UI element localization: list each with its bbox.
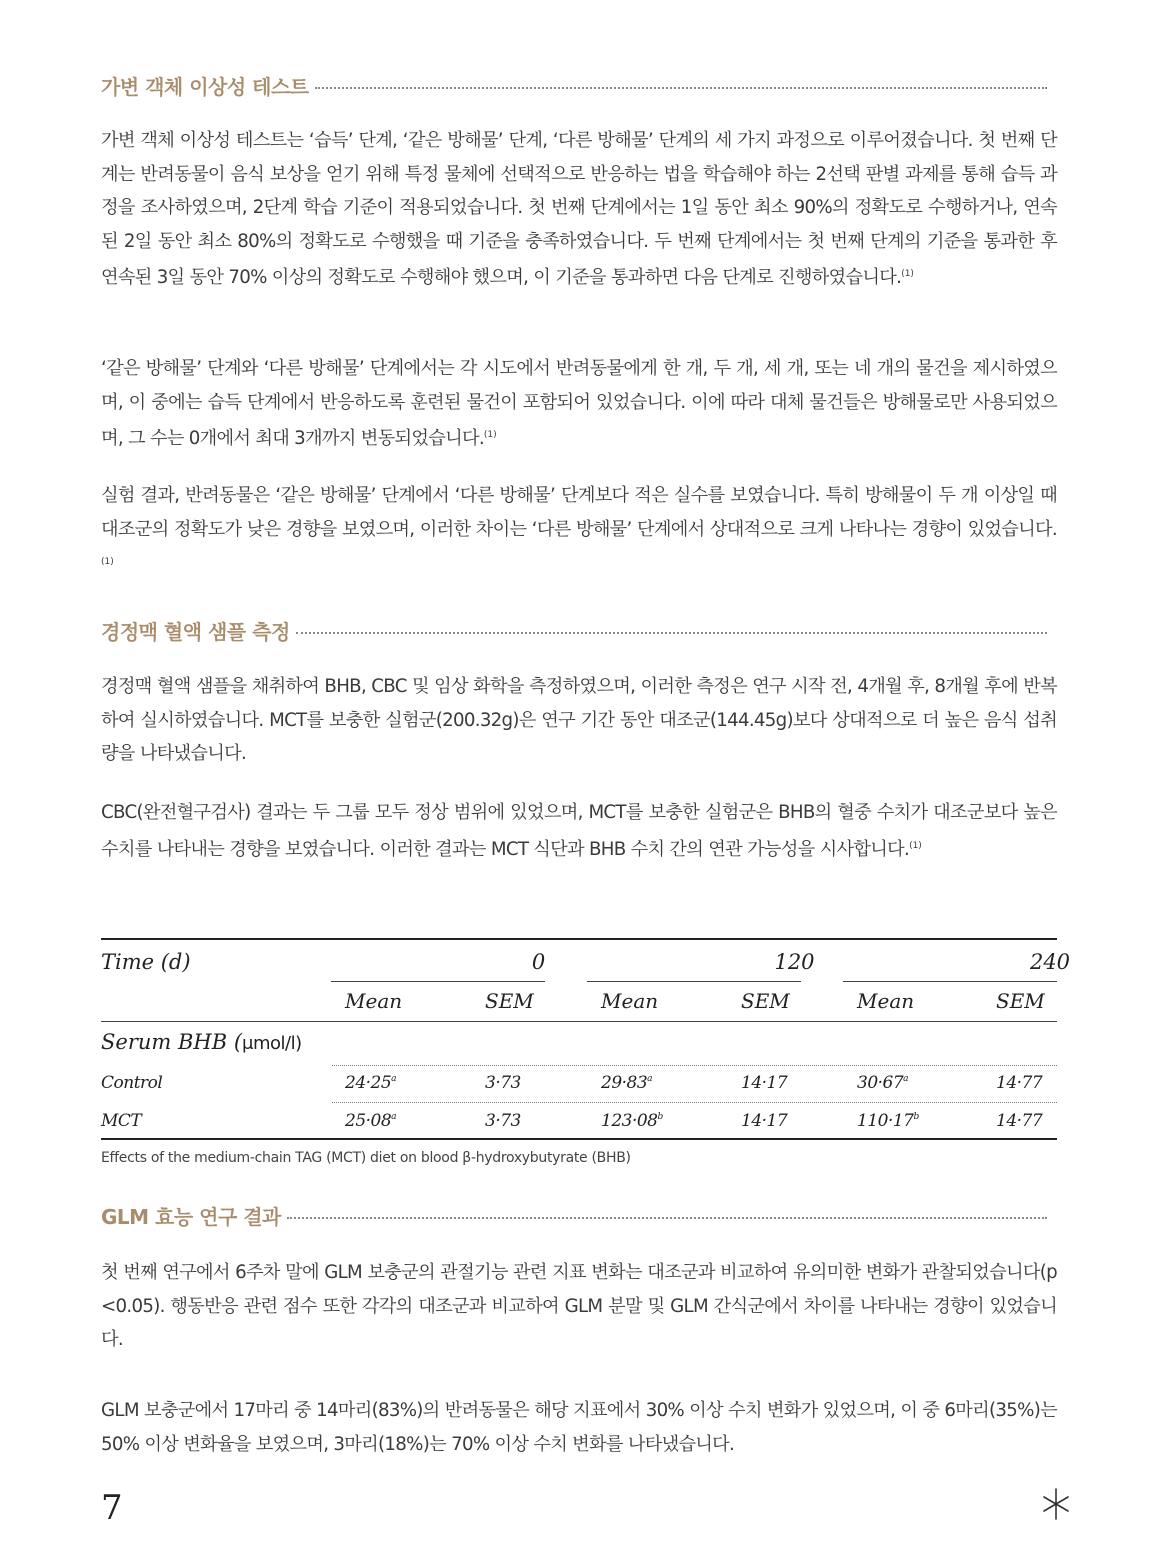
paragraph-text: CBC(완전혈구검사) 결과는 두 그룹 모두 정상 범위에 있었으며, MCT를 보충한 실험군은 BHB의 혈중 수치가 대조군보다 높은 수치를 나타내는 경향을 보였습니다. 이러한 결과는 MCT 식단과 BHB 수치 간의 연관 가능성을 시사합니다. — [101, 802, 1057, 860]
section-title: GLM 효능 연구 결과 — [101, 1204, 281, 1229]
table-cell: 3·73 — [485, 1111, 521, 1131]
paragraph — [101, 1256, 1057, 1357]
sem-header: SEM — [741, 989, 790, 1013]
table-cell: 14·17 — [741, 1073, 788, 1093]
paragraph — [101, 796, 1057, 866]
group-underline — [587, 981, 801, 982]
paragraph — [101, 124, 1057, 295]
paragraph — [101, 479, 1057, 583]
asterisk-star-icon — [1040, 1488, 1072, 1520]
footnote-ref: (1) — [101, 557, 114, 567]
serum-label-text: Serum BHB ( — [101, 1030, 243, 1054]
mean-header: Mean — [857, 989, 915, 1013]
row-label: Control — [101, 1073, 163, 1093]
section-heading-glm — [101, 1200, 1047, 1230]
sem-header: SEM — [996, 989, 1045, 1013]
cell-value: 123·08 — [601, 1111, 658, 1131]
section-heading-blood-sample — [101, 615, 1047, 645]
cell-value: 25·08 — [345, 1111, 392, 1131]
significance-mark: b — [913, 1112, 920, 1122]
significance-mark: a — [903, 1074, 909, 1084]
significance-mark: a — [391, 1074, 397, 1084]
paragraph-text: 첫 번째 연구에서 6주차 말에 GLM 보충군의 관절기능 관련 지표 변화는 대조군과 비교하여 유의미한 변화가 관찰되었습니다(p <0.05). 행동반응 관련 점수 또한 각각의 대조군과 비교하여 GLM 분말 및 GLM 간식군에서 차이를 나타내는 경향이 있었습니다. — [101, 1262, 1057, 1350]
paragraph — [101, 670, 1057, 771]
section-title: 가변 객체 이상성 테스트 — [101, 74, 309, 99]
section-title: 경정맥 혈액 샘플 측정 — [101, 619, 290, 644]
table-cell — [601, 1111, 663, 1131]
dotted-leader — [315, 87, 1047, 89]
table-cell: 14·17 — [741, 1111, 788, 1131]
paragraph-text: 가변 객체 이상성 테스트는 ‘습득’ 단계, ‘같은 방해물’ 단계, ‘다른 방해물’ 단계의 세 가지 과정으로 이루어졌습니다. 첫 번째 단계는 반려동물이 음식 보상을 얻기 위해 특정 물체에 선택적으로 반응하는 법을 학습해야 하는 2선택 판별 과제를 통해 습득 과정을 조사하였으며, 2단계 학습 기준이 적용되었습니다. 첫 번째 단계에서는 1일 동안 최소 90%의 정확도로 수행하거나, 연속된 2일 동안 최소 80%의 정확도로 수행했을 때 기준을 충족하였습니다. 두 번째 단계에서는 첫 번째 단계의 기준을 통과한 후 연속된 3일 동안 70% 이상의 정확도로 수행해야 했으며, 이 기준을 통과하면 다음 단계로 진행하였습니다. — [101, 130, 1057, 288]
time-column-header: 240 — [1029, 950, 1071, 974]
paragraph-text: ‘같은 방해물’ 단계와 ‘다른 방해물’ 단계에서는 각 시도에서 반려동물에게 한 개, 두 개, 세 개, 또는 네 개의 물건을 제시하였으며, 이 중에는 습득 단계에서 반응하도록 훈련된 물건이 포함되어 있었습니다. 이에 따라 대체 물건들은 방해물로만 사용되었으며, 그 수는 0개에서 최대 3개까지 변동되었습니다. — [101, 358, 1057, 449]
table-cell: 3·73 — [485, 1073, 521, 1093]
footnote-ref: (1) — [901, 269, 914, 279]
mean-header: Mean — [345, 989, 403, 1013]
table-cell — [857, 1111, 919, 1131]
sem-header: SEM — [485, 989, 534, 1013]
table-cell — [857, 1073, 909, 1093]
cell-value: 110·17 — [857, 1111, 914, 1131]
dotted-leader — [287, 1217, 1047, 1219]
page-number: 7 — [101, 1488, 123, 1528]
table-cell — [345, 1111, 397, 1131]
row-label: MCT — [101, 1111, 142, 1131]
paragraph-text: GLM 보충군에서 17마리 중 14마리(83%)의 반려동물은 해당 지표에서 30% 이상 수치 변화가 있었으며, 이 중 6마리(35%)는 50% 이상 변화율을 보였으며, 3마리(18%)는 70% 이상 수치 변화를 나타냈습니다. — [101, 1400, 1057, 1455]
significance-mark: a — [391, 1112, 397, 1122]
dotted-leader — [296, 632, 1047, 634]
significance-mark: a — [647, 1074, 653, 1084]
table-cell — [345, 1073, 397, 1093]
time-column-header: 120 — [774, 950, 815, 974]
paragraph-text: 경정맥 혈액 샘플을 채취하여 BHB, CBC 및 임상 화학을 측정하였으며, 이러한 측정은 연구 시작 전, 4개월 후, 8개월 후에 반복하여 실시하였습니다. MCT를 보충한 실험군(200.32g)은 연구 기간 동안 대조군(144.45g)보다 상대적으로 더 높은 음식 섭취량을 나타냈습니다. — [101, 676, 1057, 764]
paragraph — [101, 352, 1057, 456]
paragraph — [101, 1394, 1057, 1461]
table-cell — [601, 1073, 653, 1093]
footnote-ref: (1) — [483, 430, 497, 440]
paragraph-text: 실험 결과, 반려동물은 ‘같은 방해물’ 단계에서 ‘다른 방해물’ 단계보다 적은 실수를 보였습니다. 특히 방해물이 두 개 이상일 때 대조군의 정확도가 낮은 경향을 보였으며, 이러한 차이는 ‘다른 방해물’ 단계에서 상대적으로 크게 나타나는 경향이 있었습니다. — [101, 485, 1057, 540]
time-column-header: 0 — [531, 950, 546, 974]
table-cell: 14·77 — [996, 1073, 1043, 1093]
cell-value: 24·25 — [345, 1073, 392, 1093]
header-rule — [101, 1021, 1057, 1022]
bhb-results-table — [101, 938, 1071, 1142]
time-header: Time (d) — [101, 950, 191, 974]
section-heading-variable-object — [101, 70, 1047, 100]
dotted-row-rule — [332, 1102, 1057, 1103]
serum-unit: μmol/l) — [242, 1033, 302, 1054]
footnote-ref: (1) — [909, 840, 922, 851]
group-underline — [843, 981, 1057, 982]
cell-value: 30·67 — [857, 1073, 904, 1093]
group-underline — [331, 981, 545, 982]
significance-mark: b — [657, 1112, 664, 1122]
dotted-row-rule — [332, 1065, 1057, 1066]
mean-header: Mean — [601, 989, 659, 1013]
serum-bhb-label — [101, 1030, 302, 1054]
table-top-rule — [101, 938, 1057, 940]
table-bottom-rule — [101, 1138, 1057, 1140]
table-cell: 14·77 — [996, 1111, 1043, 1131]
cell-value: 29·83 — [601, 1073, 648, 1093]
table-caption: Effects of the medium-chain TAG (MCT) diet on blood β-hydroxybutyrate (BHB) — [101, 1150, 631, 1166]
